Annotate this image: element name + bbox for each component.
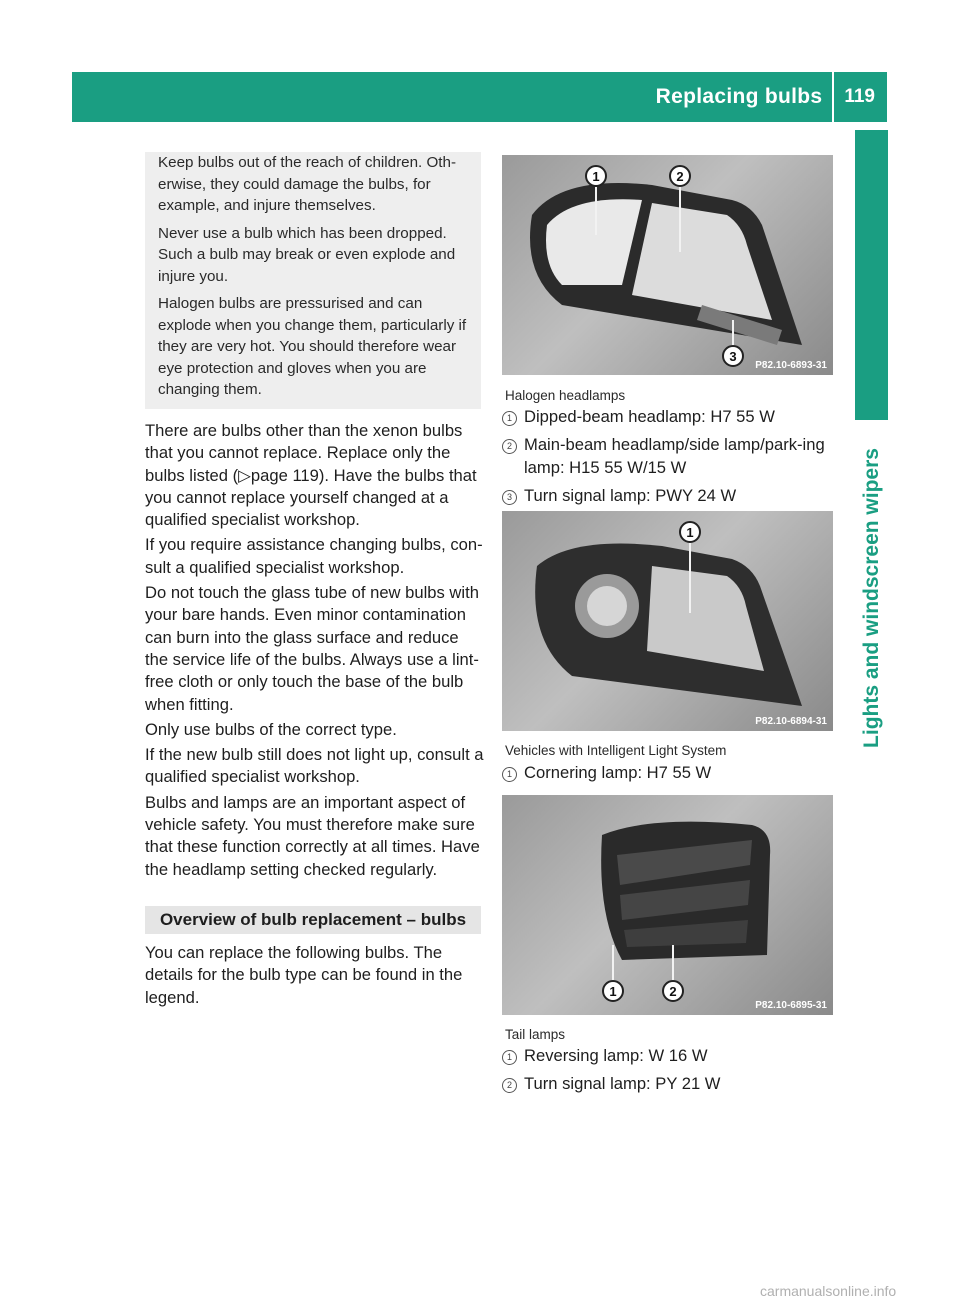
header-title: Replacing bulbs <box>655 85 823 108</box>
legend-text: Cornering lamp: H7 55 W <box>524 763 712 782</box>
legend-text: Turn signal lamp: PWY 24 W <box>524 485 737 505</box>
body-text <box>145 420 485 884</box>
legend-number: 1 <box>502 767 517 782</box>
intelligent-light-headlamp-photo <box>502 511 833 731</box>
legend-item <box>502 1045 837 1067</box>
watermark: carmanualsonline.info <box>760 1283 897 1299</box>
legend-text: Turn signal lamp: PY 21 W <box>524 1074 721 1094</box>
page-header <box>72 72 887 122</box>
body-paragraph: Bulbs and lamps are an important aspect of vehicle safety. You must therefore make sure that these function correctly at all times. Have the headlamp setting checked regularly. <box>145 792 480 879</box>
intro-paragraph: You can replace the following bulbs. The details for the bulb type can be found in the legend. <box>145 943 463 1007</box>
warning-paragraph: Never use a bulb which has been dropped. Such a bulb may break or even explode and injure you. <box>158 224 456 285</box>
halogen-headlamp-photo <box>502 155 833 375</box>
warning-paragraph: Keep bulbs out of the reach of children. Oth-erwise, they could damage the bulbs, for example, and injure themselves. <box>158 154 457 214</box>
section-heading: Overview of bulb replacement – bulbs <box>145 906 481 934</box>
legend-text: Dipped-beam headlamp: H7 55 W <box>524 407 775 426</box>
figure-code: P82.10-6893-31 <box>755 360 827 371</box>
figure-caption: Vehicles with Intelligent Light System <box>505 743 727 758</box>
callout-1: 1 <box>602 980 624 1002</box>
body-paragraph: There are bulbs other than the xenon bulbs that you cannot replace. Replace only the bulbs listed (▷page 119). Have the bulbs that you cannot replace yourself changed at a qualified specialist workshop. <box>145 421 477 530</box>
figure-code: P82.10-6894-31 <box>755 716 827 727</box>
callout-3: 3 <box>722 345 744 367</box>
warning-box <box>145 152 481 409</box>
legend-item <box>502 1073 837 1095</box>
legend-halogen <box>502 406 837 513</box>
tail-lamp-photo <box>502 795 833 1015</box>
legend-number: 3 <box>502 490 517 505</box>
legend-number: 1 <box>502 411 517 426</box>
legend-intelligent-light <box>502 762 837 790</box>
figure-caption: Halogen headlamps <box>505 388 626 403</box>
legend-tail-lamps <box>502 1045 837 1102</box>
callout-1: 1 <box>679 521 701 543</box>
legend-text: Reversing lamp: W 16 W <box>524 1046 708 1065</box>
legend-item <box>502 762 837 784</box>
chapter-tab <box>857 428 887 768</box>
section-intro <box>145 942 485 1009</box>
legend-item <box>502 406 837 428</box>
legend-number: 1 <box>502 1050 517 1065</box>
callout-2: 2 <box>669 165 691 187</box>
headlamp-illustration <box>502 511 833 731</box>
chapter-tab-marker <box>855 130 888 420</box>
legend-number: 2 <box>502 1078 517 1093</box>
legend-item <box>502 434 837 479</box>
legend-text: Main-beam headlamp/side lamp/park-ing lamp: H15 55 W/15 W <box>524 435 825 477</box>
body-paragraph: If the new bulb still does not light up, consult a qualified specialist workshop. <box>145 745 484 787</box>
figure-code: P82.10-6895-31 <box>755 1000 827 1011</box>
warning-paragraph: Halogen bulbs are pressurised and can explode when you change them, particularly if they are very hot. You should therefore wear eye protection and gloves when you are changing them. <box>158 295 467 398</box>
body-paragraph: Do not touch the glass tube of new bulbs with your bare hands. Even minor contamination can burn into the glass surface and reduce the service life of the bulbs. Always use a lint-free cloth or only touch the base of the bulb when fitting. <box>145 583 479 714</box>
callout-2: 2 <box>662 980 684 1002</box>
figure-caption: Tail lamps <box>505 1027 566 1042</box>
headlamp-illustration <box>502 155 833 375</box>
callout-1: 1 <box>585 165 607 187</box>
page-number: 119 <box>844 86 875 107</box>
legend-item <box>502 485 837 507</box>
legend-number: 2 <box>502 439 517 454</box>
body-paragraph: If you require assistance changing bulbs, con-sult a qualified specialist workshop. <box>145 535 483 577</box>
body-paragraph: Only use bulbs of the correct type. <box>145 719 397 739</box>
chapter-tab-label: Lights and windscreen wipers <box>860 448 883 748</box>
